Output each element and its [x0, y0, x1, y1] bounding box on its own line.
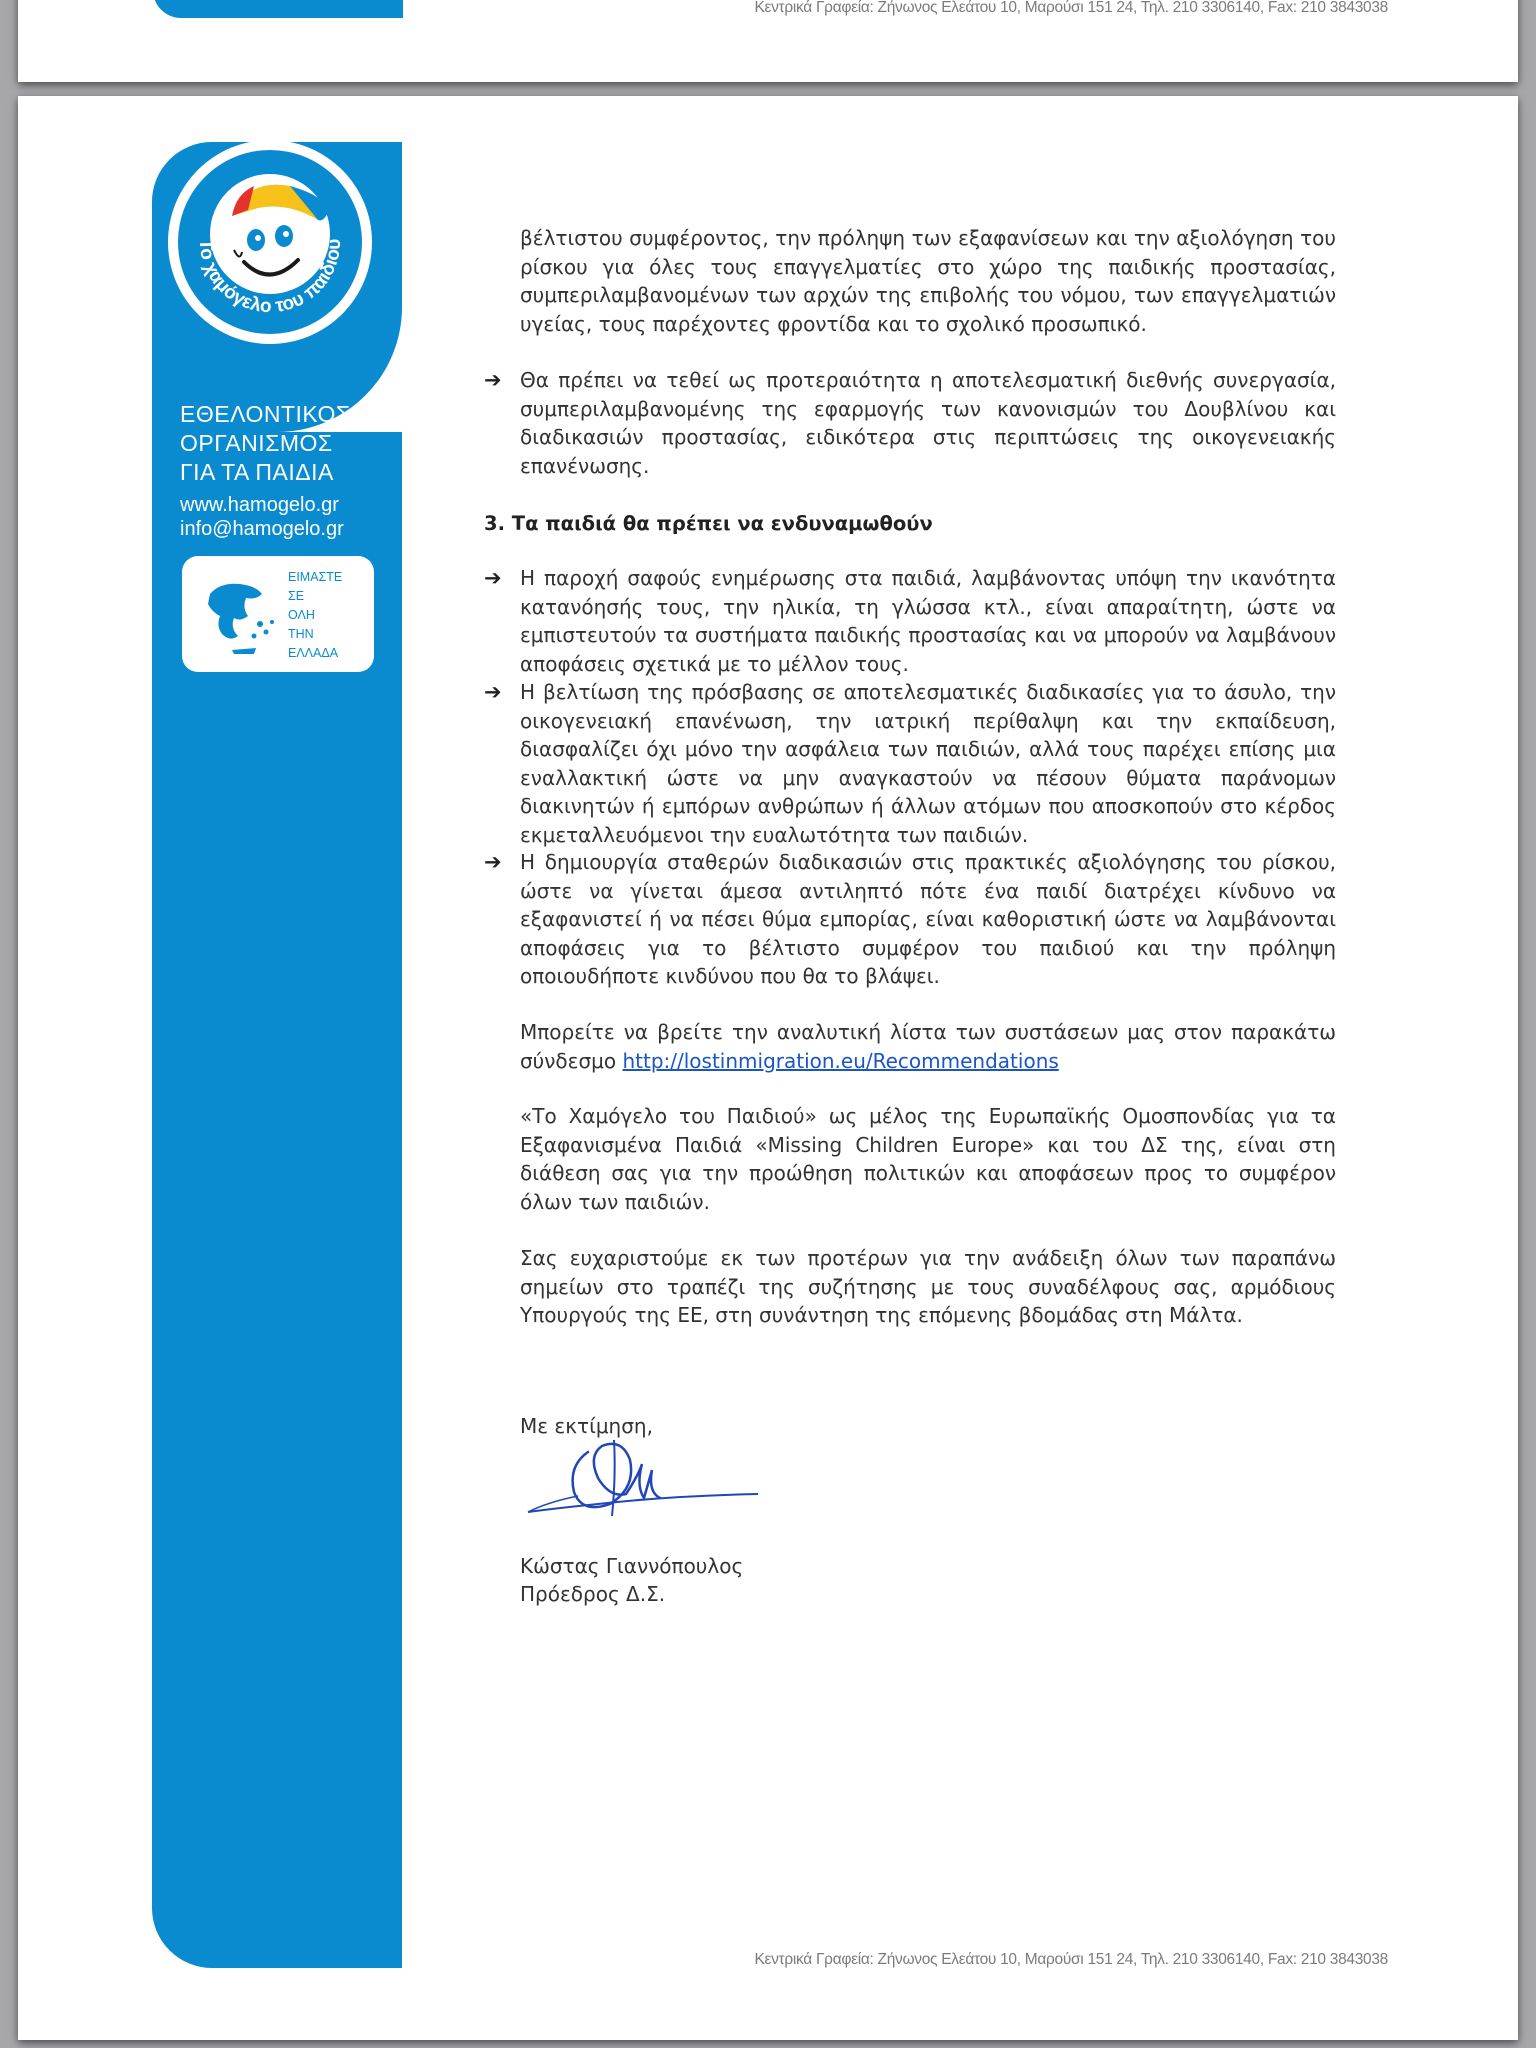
signer-title: Πρόεδρος Δ.Σ. [520, 1582, 666, 1606]
sidebar-bottom-edge [153, 0, 403, 18]
map-caption-line-2: ΣΕ [288, 589, 305, 603]
membership-paragraph: «Το Χαμόγελο του Παιδιού» ως μέλος της Ευρωπαϊκής Ομοσπονδίας για τα Εξαφανισμένα Παιδιά «Missing Children Europe» και του ΔΣ της, είναι στη διάθεση σας για την προώθηση πολιτικών και αποφάσεων προς το συμφέρον όλων των παιδιών. [520, 1104, 1336, 1214]
map-caption-line-3: ΟΛΗ [288, 608, 315, 622]
list-item [484, 848, 1336, 991]
recommendations-link[interactable]: http://lostinmigration.eu/Recommendations [622, 1048, 1059, 1073]
previous-page [18, 0, 1518, 82]
logo-emblem [178, 150, 362, 334]
arrow-bullet-icon: ➔ [484, 566, 502, 590]
arrow-bullet-icon: ➔ [484, 680, 502, 704]
website-link[interactable]: www.hamogelo.gr [180, 494, 339, 516]
thanks-paragraph: Σας ευχαριστούμε εκ των προτέρων για την ανάδειξη όλων των παραπάνω σημείων στο τραπέζι της συζήτησης με τους συναδέλφους σας, αρμόδιους Υπουργούς της ΕΕ, στη συνάντηση της επόμενης βδομάδας στη Μάλτα. [520, 1246, 1336, 1327]
map-caption-line-4: ΤΗΝ [288, 627, 314, 641]
signer-name: Κώστας Γιαννόπουλος [520, 1554, 744, 1578]
list-item [484, 366, 1336, 480]
logo-text: Το χαμόγελο του παιδιού [194, 238, 346, 318]
arrow-bullet-icon: ➔ [484, 368, 502, 392]
org-name-line-2: ΟΡΓΑΝΙΣΜΟΣ [180, 430, 333, 456]
org-name-line-1: ΕΘΕΛΟΝΤΙΚΟΣ [180, 401, 351, 427]
recommendations-text: Μπορείτε να βρείτε την αναλυτική λίστα των συστάσεων μας στον παρακάτω σύνδεσμο [520, 1020, 1336, 1073]
list-item [484, 678, 1336, 849]
section-heading: 3. Τα παιδιά θα πρέπει να ενδυναμωθούν [484, 512, 933, 535]
arrow-bullet-icon: ➔ [484, 850, 502, 874]
signature [518, 1416, 778, 1526]
list-item-text: Θα πρέπει να τεθεί ως προτεραιότητα η αποτελεσματική διεθνής συνεργασία, συμπεριλαμβανομένης της εφαρμογής των κανονισμών του Δουβλίνου και διαδικασιών προστασίας, ειδικότερα στις περιπτώσεις της οικογενειακής επανένωσης. [520, 368, 1336, 478]
closing-salutation: Με εκτίμηση, [520, 1414, 653, 1438]
footer-address: Κεντρικά Γραφεία: Ζήνωνος Ελεάτου 10, Μαρούσι 151 24, Τηλ. 210 3306140, Fax: 210 3843038 [754, 1951, 1388, 1968]
continuation-paragraph: βέλτιστου συμφέροντος, την πρόληψη των εξαφανίσεων και την αξιολόγηση του ρίσκου για όλες τους επαγγελματίες στο χώρο της παιδικής προστασίας, συμπεριλαμβανομένων των αρχών της επιβολής του νόμου, των επαγγελματιών υγείας, τους παρέχοντες φροντίδα και το σχολικό προσωπικό. [520, 226, 1336, 336]
greece-map-icon [190, 564, 290, 664]
letter-page [18, 96, 1518, 2040]
recommendations-paragraph [520, 1018, 1336, 1075]
list-item-text: Η παροχή σαφούς ενημέρωσης στα παιδιά, λαμβάνοντας υπόψη την ικανότητα κατανόησής τους, την ηλικία, τη γλώσσα κτλ., είναι απαραίτητη, ώστε να εμπιστευτούν τα συστήματα παιδικής προστασίας και να μπορούν να λαμβάνουν αποφάσεις σχετικά με το μέλλον τους. [520, 566, 1336, 676]
list-item [484, 564, 1336, 678]
email-link[interactable]: info@hamogelo.gr [180, 518, 344, 540]
map-caption-line-5: ΕΛΛΑΔΑ [288, 646, 339, 660]
org-name-line-3: ΓΙΑ ΤΑ ΠΑΙΔΙΑ [180, 459, 334, 485]
map-caption [288, 568, 342, 663]
list-item-text: Η δημιουργία σταθερών διαδικασιών στις πρακτικές αξιολόγησης του ρίσκου, ώστε να γίνεται άμεσα αντιληπτό πότε ένα παιδί διατρέχει κίνδυνο να εξαφανιστεί ή να πέσει θύμα εμπορίας, είναι καθοριστική ώστε να λαμβάνονται αποφάσεις για το βέλτιστο συμφέρον του παιδιού και την πρόληψη οποιουδήποτε κινδύνου που θα το βλάψει. [520, 850, 1336, 988]
map-caption-line-1: ΕΙΜΑΣΤΕ [288, 570, 343, 584]
footer-address: Κεντρικά Γραφεία: Ζήνωνος Ελεάτου 10, Μαρούσι 151 24, Τηλ. 210 3306140, Fax: 210 3843038 [754, 0, 1388, 16]
org-info [180, 400, 351, 541]
list-item-text: Η βελτίωση της πρόσβασης σε αποτελεσματικές διαδικασίες για το άσυλο, την οικογενειακή επανένωση, την ιατρική περίθαλψη και την εκπαίδευση, διασφαλίζει όχι μόνο την ασφάλεια των παιδιών, αλλά τους παρέχει επίσης μια εναλλακτική ώστε να μην αναγκαστούν να πέσουν θύματα παράνομων διακινητών ή εμπόρων ανθρώπων ή άλλων ατόμων που αποσκοπούν στο κέρδος εκμεταλλευόμενοι την ευαλωτότητα των παιδιών. [520, 680, 1336, 847]
